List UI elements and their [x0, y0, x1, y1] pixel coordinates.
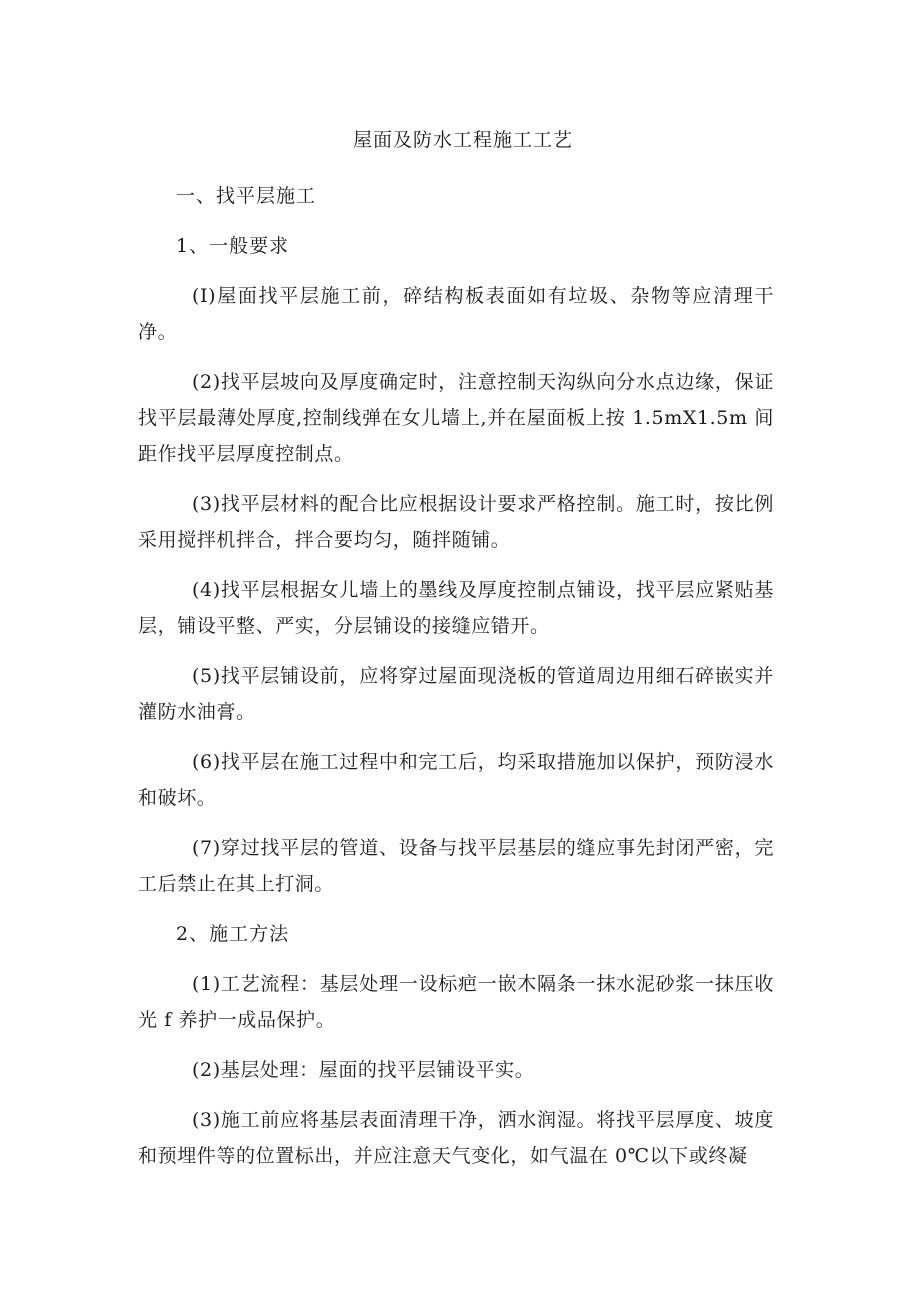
paragraph-7: (7)穿过找平层的管道、设备与找平层基层的缝应事先封闭严密，完工后禁止在其上打洞。	[138, 837, 774, 895]
paragraph-1: (I)屋面找平层施工前，碎结构板表面如有垃圾、杂物等应清理干净。	[138, 285, 774, 343]
paragraph-9: (2)基层处理：屋面的找平层铺设平实。	[192, 1059, 535, 1081]
document-title: 屋面及防水工程施工工艺	[352, 129, 573, 151]
subsection-heading-general-requirements: 1、一般要求	[176, 235, 290, 257]
section-heading-1: 一、找平层施工	[176, 185, 317, 207]
paragraph-3: (3)找平层材料的配合比应根据设计要求严格控制。施工时，按比例采用搅拌机拌合，拌合要均匀，随拌随铺。	[138, 493, 774, 551]
paragraph-10: (3)施工前应将基层表面清理干净，洒水润湿。将找平层厚度、坡度和预埋件等的位置标出，并应注意天气变化，如气温在 0℃以下或终凝	[138, 1109, 774, 1167]
paragraph-8: (1)工艺流程：基层处理一设标疤一嵌木隔条一抹水泥砂浆一抹压收光 f 养护一成品保护。	[138, 973, 774, 1031]
paragraph-2: (2)找平层坡向及厚度确定时，注意控制天沟纵向分水点边缘，保证找平层最薄处厚度,控制线弹在女儿墙上,并在屋面板上按 1.5mX1.5m 间距作找平层厚度控制点。	[138, 371, 774, 465]
paragraph-4: (4)找平层根据女儿墙上的墨线及厚度控制点铺设，找平层应紧贴基层，铺设平整、严实，分层铺设的接缝应错开。	[138, 579, 774, 637]
document-page	[138, 122, 774, 1188]
paragraph-5: (5)找平层铺设前，应将穿过屋面现浇板的管道周边用细石碎嵌实并灌防水油膏。	[138, 665, 774, 723]
paragraph-6: (6)找平层在施工过程中和完工后，均采取措施加以保护，预防浸水和破坏。	[138, 751, 774, 809]
subsection-heading-construction-method: 2、施工方法	[176, 923, 290, 945]
